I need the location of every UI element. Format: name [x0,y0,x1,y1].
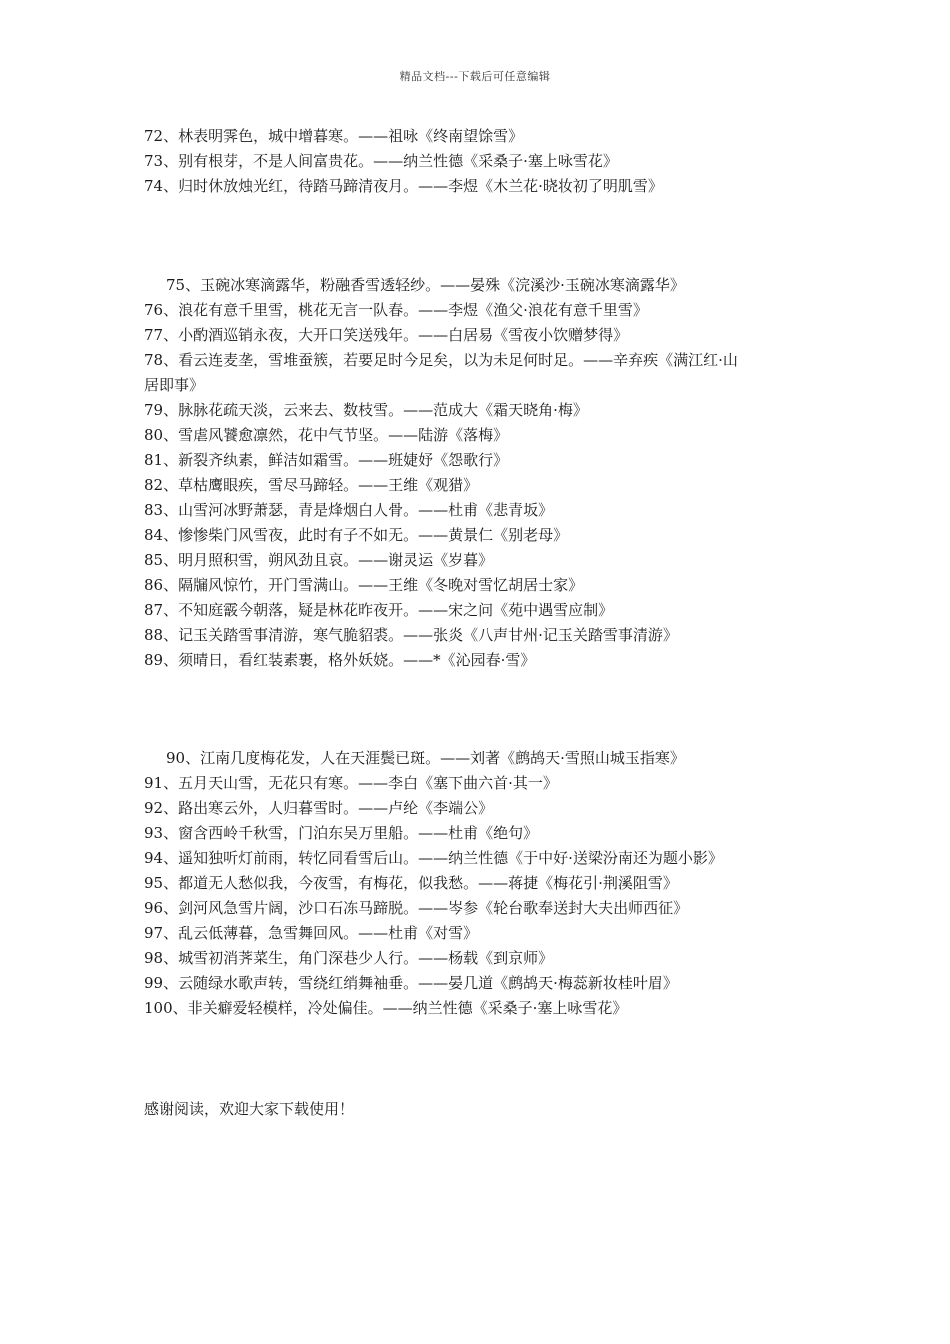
poem-line: 90、江南几度梅花发，人在天涯鬓已斑。——刘著《鹧鸪天·雪照山城玉指寒》 [166,749,685,767]
poem-line: 91、五月天山雪，无花只有寒。——李白《塞下曲六首·其一》 [144,774,558,792]
poem-line: 72、林表明霁色，城中增暮寒。——祖咏《终南望馀雪》 [144,127,524,145]
poem-line: 81、新裂齐纨素，鲜洁如霜雪。——班婕妤《怨歌行》 [144,451,509,469]
poem-line: 79、脉脉花疏天淡，云来去、数枝雪。——范成大《霜天晓角·梅》 [144,401,588,419]
poem-list-section-2 [144,273,824,673]
poem-line-continuation: 居即事》 [144,376,205,394]
poem-line: 94、遥知独听灯前雨，转忆同看雪后山。——纳兰性德《于中好·送梁汾南还为题小影》 [144,849,723,867]
poem-line: 96、剑河风急雪片阔，沙口石冻马蹄脱。——岑参《轮台歌奉送封大夫出师西征》 [144,899,689,917]
poem-line: 84、惨惨柴门风雪夜，此时有子不如无。——黄景仁《别老母》 [144,526,569,544]
closing-message: 感谢阅读，欢迎大家下载使用！ [144,1100,355,1118]
poem-line: 76、浪花有意千里雪，桃花无言一队春。——李煜《渔父·浪花有意千里雪》 [144,301,648,319]
poem-list-section-3 [144,746,824,1021]
page-header: 精品文档---下载后可任意编辑 [399,70,551,83]
poem-line: 80、雪虐风饕愈凛然，花中气节坚。——陆游《落梅》 [144,426,509,444]
poem-list-section-1 [144,124,824,199]
poem-line: 77、小酌酒巡销永夜，大开口笑送残年。——白居易《雪夜小饮赠梦得》 [144,326,629,344]
poem-line: 98、城雪初消荠菜生，角门深巷少人行。——杨载《到京师》 [144,949,554,967]
poem-line: 95、都道无人愁似我，今夜雪，有梅花，似我愁。——蒋捷《梅花引·荆溪阻雪》 [144,874,678,892]
poem-line: 74、归时休放烛光红，待踏马蹄清夜月。——李煜《木兰花·晓妆初了明肌雪》 [144,177,663,195]
poem-line: 85、明月照积雪，朔风劲且哀。——谢灵运《岁暮》 [144,551,494,569]
poem-line: 93、窗含西岭千秋雪，门泊东吴万里船。——杜甫《绝句》 [144,824,539,842]
poem-line: 88、记玉关踏雪事清游，寒气脆貂裘。——张炎《八声甘州·记玉关踏雪事清游》 [144,626,678,644]
poem-line: 75、玉碗冰寒滴露华，粉融香雪透轻纱。——晏殊《浣溪沙·玉碗冰寒滴露华》 [166,276,685,294]
poem-line: 78、看云连麦垄，雪堆蚕簇，若要足时今足矣，以为未足何时足。——辛弃疾《满江红·山 [144,351,738,369]
poem-line: 92、路出寒云外，人归暮雪时。——卢纶《李端公》 [144,799,494,817]
poem-line: 83、山雪河冰野萧瑟，青是烽烟白人骨。——杜甫《悲青坂》 [144,501,554,519]
poem-line: 97、乱云低薄暮，急雪舞回风。——杜甫《对雪》 [144,924,479,942]
poem-line: 89、须晴日，看红装素裹，格外妖娆。——*《沁园春·雪》 [144,651,536,669]
poem-line: 99、云随绿水歌声转，雪绕红绡舞袖垂。——晏几道《鹧鸪天·梅蕊新妆桂叶眉》 [144,974,678,992]
poem-line: 87、不知庭霰今朝落，疑是林花昨夜开。——宋之问《苑中遇雪应制》 [144,601,614,619]
poem-line: 100、非关癖爱轻模样，冷处偏佳。——纳兰性德《采桑子·塞上咏雪花》 [144,999,628,1017]
poem-line: 86、隔牖风惊竹，开门雪满山。——王维《冬晚对雪忆胡居士家》 [144,576,584,594]
poem-line: 82、草枯鹰眼疾，雪尽马蹄轻。——王维《观猎》 [144,476,479,494]
poem-line: 73、别有根芽，不是人间富贵花。——纳兰性德《采桑子·塞上咏雪花》 [144,152,618,170]
